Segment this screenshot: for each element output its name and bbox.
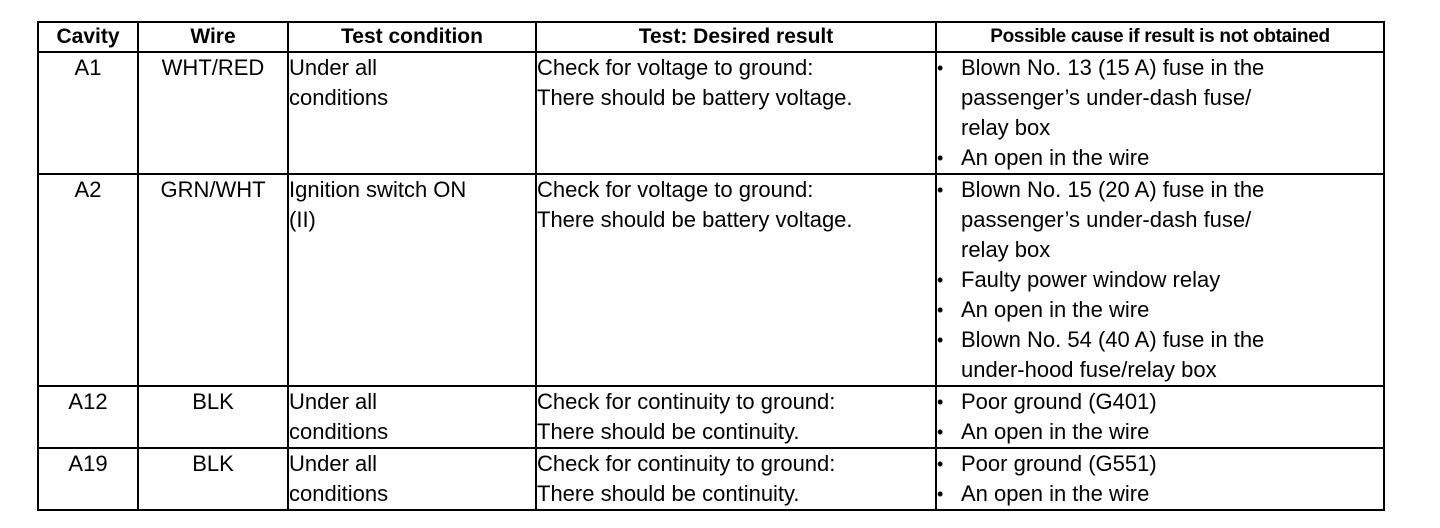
- cause-line: An open in the wire: [961, 145, 1150, 170]
- test-condition-line: Under all: [289, 451, 378, 476]
- cause-line: relay box: [961, 115, 1051, 140]
- test-condition-line: (II): [289, 207, 316, 232]
- cause-line: An open in the wire: [961, 419, 1150, 444]
- cause-text: [961, 265, 1383, 295]
- cause-text: [961, 325, 1383, 385]
- bullet-icon: •: [937, 484, 944, 504]
- desired-result-line: There should be battery voltage.: [537, 207, 853, 232]
- desired-result-line: Check for continuity to ground:: [537, 389, 836, 414]
- cause-line: Faulty power window relay: [961, 267, 1221, 292]
- cause-line: under-hood fuse/relay box: [961, 357, 1217, 382]
- cause-line: Blown No. 54 (40 A) fuse in the: [961, 327, 1265, 352]
- test-condition-cell: [288, 386, 536, 448]
- test-condition-cell: [288, 174, 536, 386]
- cause-text: [961, 143, 1383, 173]
- wire-cell: BLK: [138, 386, 288, 448]
- cavity-cell: A2: [38, 174, 138, 386]
- cause-text: [961, 449, 1383, 479]
- header-cavity: Cavity: [38, 22, 138, 52]
- wire-cell: BLK: [138, 448, 288, 510]
- bullet-icon: •: [937, 422, 944, 442]
- bullet-icon: •: [937, 392, 944, 412]
- table-row: [38, 174, 1384, 386]
- cause-item: [937, 295, 1383, 325]
- possible-cause-cell: [936, 174, 1384, 386]
- cause-text: [961, 295, 1383, 325]
- cause-line: passenger’s under-dash fuse/: [961, 85, 1252, 110]
- desired-result-cell: [536, 52, 936, 174]
- test-condition-line: conditions: [289, 419, 389, 444]
- test-condition-line: Ignition switch ON: [289, 177, 467, 202]
- possible-cause-cell: [936, 448, 1384, 510]
- bullet-icon: •: [937, 58, 944, 78]
- cavity-cell: A12: [38, 386, 138, 448]
- cause-line: Blown No. 15 (20 A) fuse in the: [961, 177, 1265, 202]
- table-row: [38, 448, 1384, 510]
- header-possible-cause: Possible cause if result is not obtained: [936, 22, 1384, 52]
- cause-line: passenger’s under-dash fuse/: [961, 207, 1252, 232]
- cause-item: [937, 387, 1383, 417]
- test-condition-cell: [288, 52, 536, 174]
- test-condition-line: Under all: [289, 389, 378, 414]
- desired-result-line: There should be battery voltage.: [537, 85, 853, 110]
- cause-item: [937, 265, 1383, 295]
- cause-text: [961, 479, 1383, 509]
- desired-result-line: There should be continuity.: [537, 481, 800, 506]
- desired-result-cell: [536, 448, 936, 510]
- test-condition-line: Under all: [289, 55, 378, 80]
- cause-line: An open in the wire: [961, 297, 1150, 322]
- cavity-cell: A1: [38, 52, 138, 174]
- cause-item: [937, 53, 1383, 143]
- header-row: [38, 22, 1384, 52]
- test-table: [37, 21, 1385, 511]
- desired-result-line: Check for voltage to ground:: [537, 55, 814, 80]
- possible-cause-cell: [936, 52, 1384, 174]
- cause-line: An open in the wire: [961, 481, 1150, 506]
- bullet-icon: •: [937, 180, 944, 200]
- header-wire: Wire: [138, 22, 288, 52]
- desired-result-cell: [536, 386, 936, 448]
- cause-text: [961, 417, 1383, 447]
- cause-item: [937, 417, 1383, 447]
- cause-item: [937, 325, 1383, 385]
- test-condition-line: conditions: [289, 85, 389, 110]
- bullet-icon: •: [937, 330, 944, 350]
- table-row: [38, 52, 1384, 174]
- desired-result-line: Check for voltage to ground:: [537, 177, 814, 202]
- possible-cause-cell: [936, 386, 1384, 448]
- table-body: [38, 52, 1384, 510]
- desired-result-line: Check for continuity to ground:: [537, 451, 836, 476]
- header-desired-result: Test: Desired result: [536, 22, 936, 52]
- wire-cell: WHT/RED: [138, 52, 288, 174]
- cavity-cell: A19: [38, 448, 138, 510]
- bullet-icon: •: [937, 300, 944, 320]
- cause-line: Blown No. 13 (15 A) fuse in the: [961, 55, 1265, 80]
- test-condition-line: conditions: [289, 481, 389, 506]
- cause-text: [961, 53, 1383, 143]
- header-test-condition: Test condition: [288, 22, 536, 52]
- cause-item: [937, 143, 1383, 173]
- cause-line: relay box: [961, 237, 1051, 262]
- cause-text: [961, 387, 1383, 417]
- desired-result-cell: [536, 174, 936, 386]
- cause-item: [937, 479, 1383, 509]
- wire-cell: GRN/WHT: [138, 174, 288, 386]
- bullet-icon: •: [937, 148, 944, 168]
- bullet-icon: •: [937, 270, 944, 290]
- cause-line: Poor ground (G551): [961, 451, 1157, 476]
- test-condition-cell: [288, 448, 536, 510]
- desired-result-line: There should be continuity.: [537, 419, 800, 444]
- table-row: [38, 386, 1384, 448]
- cause-line: Poor ground (G401): [961, 389, 1157, 414]
- bullet-icon: •: [937, 454, 944, 474]
- cause-item: [937, 449, 1383, 479]
- cause-text: [961, 175, 1383, 265]
- cause-item: [937, 175, 1383, 265]
